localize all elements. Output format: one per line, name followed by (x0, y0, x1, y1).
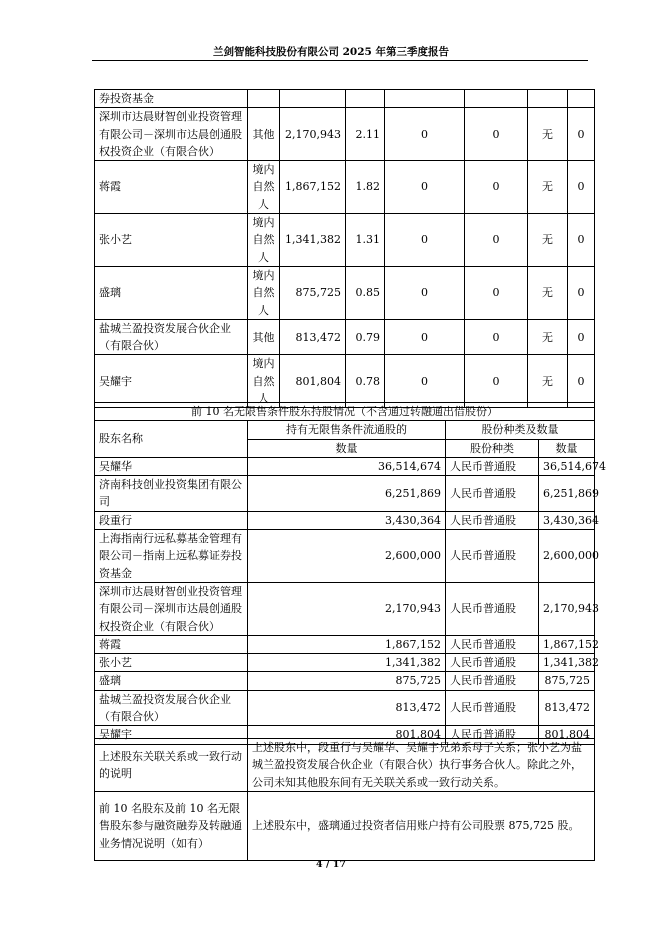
col-header-kind: 股份种类 (446, 439, 539, 457)
table-row (95, 511, 595, 529)
pledge-status-cell: 无 (528, 161, 568, 214)
holder-name-cell: 深圳市达晨财智创业投资管理有限公司－深圳市达晨创通股权投资企业（有限合伙） (95, 108, 248, 161)
table-row (95, 582, 595, 635)
ratio-cell: 0.79 (346, 319, 385, 355)
kind-qty-cell: 813,472 (539, 690, 595, 726)
ratio-cell: 1.31 (346, 214, 385, 267)
holder-type-cell: 境内自然人 (248, 355, 280, 408)
kind-cell: 人民币普通股 (446, 582, 539, 635)
restricted-lent-cell: 0 (465, 319, 528, 355)
table-row (95, 214, 595, 267)
pledge-qty-cell: 0 (568, 161, 595, 214)
shares-cell: 875,725 (280, 266, 346, 319)
qty-cell: 2,600,000 (248, 530, 446, 583)
holder-type-cell: 境内自然人 (248, 214, 280, 267)
ratio-cell: 1.82 (346, 161, 385, 214)
kind-cell: 人民币普通股 (446, 457, 539, 475)
ratio-cell: 2.11 (346, 108, 385, 161)
restricted-lent-cell: 0 (465, 214, 528, 267)
table-row (95, 672, 595, 690)
kind-qty-cell: 801,804 (539, 726, 595, 744)
kind-cell: 人民币普通股 (446, 726, 539, 744)
col-header-name: 股东名称 (95, 421, 248, 458)
pledge-qty-cell: 0 (568, 355, 595, 408)
kind-cell: 人民币普通股 (446, 476, 539, 512)
holder-type-cell: 其他 (248, 108, 280, 161)
table-row (95, 355, 595, 408)
table-row (95, 161, 595, 214)
restricted-lent-cell: 0 (465, 266, 528, 319)
section-title: 前 10 名无限售条件股东持股情况（不含通过转融通出借股份） (95, 403, 595, 421)
qty-cell: 2,170,943 (248, 582, 446, 635)
notes-table (94, 738, 595, 861)
holder-type-cell: 境内自然人 (248, 266, 280, 319)
restricted-cell: 0 (385, 319, 465, 355)
table-row (95, 476, 595, 512)
table-row (95, 108, 595, 161)
restricted-cell: 0 (385, 266, 465, 319)
qty-cell: 1,867,152 (248, 635, 446, 653)
holder-type-cell: 其他 (248, 319, 280, 355)
qty-cell: 875,725 (248, 672, 446, 690)
restricted-lent-cell: 0 (465, 355, 528, 408)
holder-name-cell: 蒋霞 (95, 161, 248, 214)
shares-cell: 813,472 (280, 319, 346, 355)
table-row (95, 457, 595, 475)
qty-cell: 1,341,382 (248, 654, 446, 672)
holder-name-cell: 深圳市达晨财智创业投资管理有限公司－深圳市达晨创通股权投资企业（有限合伙） (95, 582, 248, 635)
table-row (95, 654, 595, 672)
table-row (95, 266, 595, 319)
shares-cell: 1,867,152 (280, 161, 346, 214)
qty-cell: 3,430,364 (248, 511, 446, 529)
col-header-kind-qty: 数量 (539, 439, 595, 457)
holder-name-cell: 段重行 (95, 511, 248, 529)
shares-cell: 801,804 (280, 355, 346, 408)
table-row (95, 319, 595, 355)
header-divider (92, 60, 588, 61)
holder-name-cell: 吴耀宇 (95, 726, 248, 744)
pledge-qty-cell: 0 (568, 214, 595, 267)
kind-cell: 人民币普通股 (446, 530, 539, 583)
holder-name-cell: 盐城兰盈投资发展合伙企业（有限合伙） (95, 690, 248, 726)
restricted-cell: 0 (385, 214, 465, 267)
kind-qty-cell: 875,725 (539, 672, 595, 690)
report-header: 兰剑智能科技股份有限公司 2025 年第三季度报告 (212, 46, 450, 58)
restricted-cell: 0 (385, 355, 465, 408)
pledge-qty-cell: 0 (568, 266, 595, 319)
holder-name-cell: 盐城兰盈投资发展合伙企业（有限合伙） (95, 319, 248, 355)
note-row (95, 791, 595, 860)
holder-name-cell: 盛璃 (95, 266, 248, 319)
shares-cell: 2,170,943 (280, 108, 346, 161)
kind-cell: 人民币普通股 (446, 690, 539, 726)
ratio-cell: 0.78 (346, 355, 385, 408)
pledge-status-cell: 无 (528, 355, 568, 408)
pledge-status-cell: 无 (528, 266, 568, 319)
holder-name-cell: 济南科技创业投资集团有限公司 (95, 476, 248, 512)
holder-name-cell: 吴耀华 (95, 457, 248, 475)
table-row (95, 90, 595, 108)
holder-name-cell: 吴耀宇 (95, 355, 248, 408)
qty-cell: 813,472 (248, 690, 446, 726)
table-title-row (95, 403, 595, 421)
kind-cell: 人民币普通股 (446, 672, 539, 690)
qty-cell: 36,514,674 (248, 457, 446, 475)
restricted-cell: 0 (385, 161, 465, 214)
holder-name-cell: 蒋霞 (95, 635, 248, 653)
note-label: 前 10 名股东及前 10 名无限售股东参与融资融券及转融通业务情况说明（如有） (95, 791, 248, 860)
holder-name-cell: 券投资基金 (95, 90, 248, 108)
pledge-status-cell: 无 (528, 214, 568, 267)
holder-name-cell: 张小艺 (95, 214, 248, 267)
note-row (95, 739, 595, 792)
page-number: 4 / 17 (316, 859, 346, 870)
kind-qty-cell: 1,341,382 (539, 654, 595, 672)
unrestricted-holders-table (94, 402, 606, 745)
restricted-lent-cell: 0 (465, 108, 528, 161)
note-text: 上述股东中，盛璃通过投资者信用账户持有公司股票 875,725 股。 (248, 791, 595, 860)
kind-qty-cell: 1,867,152 (539, 635, 595, 653)
col-header-kind-group: 股份种类及数量 (446, 421, 595, 439)
holder-name-cell: 张小艺 (95, 654, 248, 672)
header-row (95, 421, 595, 439)
top-holders-table (94, 89, 595, 408)
pledge-qty-cell: 0 (568, 319, 595, 355)
note-text: 上述股东中，段重行与吴耀华、吴耀宇兄弟系母子关系；张小艺为盐城兰盈投资发展合伙企业（有限合伙）执行事务合伙人。除此之外，公司未知其他股东间有无关联关系或一致行动关系。 (248, 739, 595, 792)
note-label: 上述股东关联关系或一致行动的说明 (95, 739, 248, 792)
ratio-cell: 0.85 (346, 266, 385, 319)
pledge-status-cell: 无 (528, 319, 568, 355)
kind-qty-cell: 2,600,000 (539, 530, 595, 583)
holder-type-cell: 境内自然人 (248, 161, 280, 214)
kind-cell: 人民币普通股 (446, 654, 539, 672)
restricted-lent-cell: 0 (465, 161, 528, 214)
table-row (95, 635, 595, 653)
col-header-qty-unit: 数量 (248, 439, 446, 457)
col-header-qty: 持有无限售条件流通股的 (248, 421, 446, 439)
pledge-qty-cell: 0 (568, 108, 595, 161)
shares-cell: 1,341,382 (280, 214, 346, 267)
kind-qty-cell: 3,430,364 (539, 511, 595, 529)
kind-qty-cell: 2,170,943 (539, 582, 595, 635)
holder-name-cell: 上海指南行远私募基金管理有限公司－指南上远私募证券投资基金 (95, 530, 248, 583)
table-row (95, 690, 595, 726)
table-row (95, 530, 595, 583)
restricted-cell: 0 (385, 108, 465, 161)
qty-cell: 6,251,869 (248, 476, 446, 512)
kind-qty-cell: 6,251,869 (539, 476, 595, 512)
holder-name-cell: 盛璃 (95, 672, 248, 690)
pledge-status-cell: 无 (528, 108, 568, 161)
kind-cell: 人民币普通股 (446, 635, 539, 653)
kind-cell: 人民币普通股 (446, 511, 539, 529)
kind-qty-cell: 36,514,674 (539, 457, 595, 475)
qty-cell: 801,804 (248, 726, 446, 744)
